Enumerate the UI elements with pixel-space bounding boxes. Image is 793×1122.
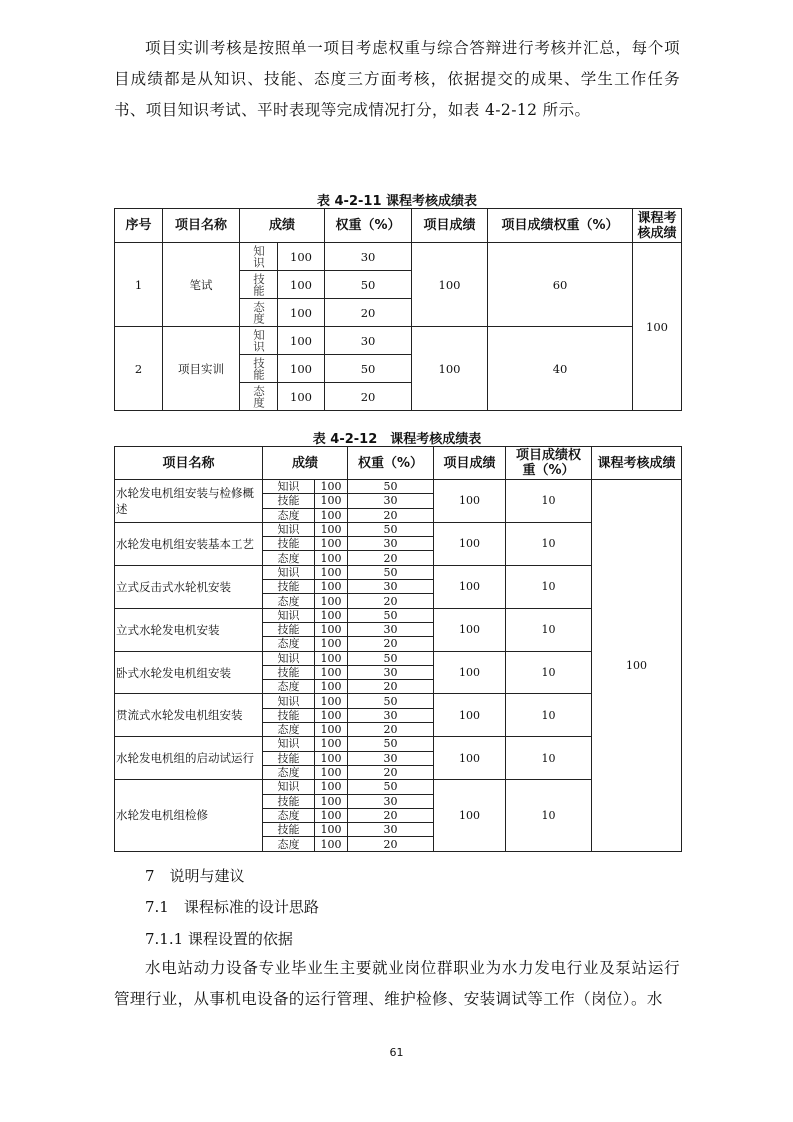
item-label: 技能: [263, 494, 315, 508]
header-course-score: 课程考核成绩: [592, 447, 682, 480]
header-weight: 权重（%）: [325, 209, 412, 243]
table-row: [115, 327, 682, 355]
item-weight: 20: [348, 637, 434, 651]
item-weight: 30: [348, 823, 434, 837]
project-weight: 10: [506, 780, 592, 851]
item-label: 技能: [263, 751, 315, 765]
project-name: 卧式水轮发电机组安装: [115, 651, 263, 694]
item-score: 100: [315, 708, 348, 722]
item-label: 态度: [263, 508, 315, 522]
item-label: 知识: [263, 694, 315, 708]
item-label: 态度: [263, 637, 315, 651]
project-score: 100: [412, 327, 488, 411]
header-course-score: 课程考核成绩: [633, 209, 682, 243]
item-label: 态度: [263, 723, 315, 737]
table-row: [115, 480, 682, 494]
item-weight: 20: [325, 383, 412, 411]
item-score: 100: [315, 537, 348, 551]
course-score: 100: [633, 243, 682, 411]
project-score: 100: [434, 522, 506, 565]
project-name: 立式水轮发电机安装: [115, 608, 263, 651]
section-heading-7-1-1: 7.1.1 课程设置的依据: [145, 930, 293, 948]
item-score: 100: [315, 594, 348, 608]
item-score: 100: [278, 271, 325, 299]
item-score: 100: [315, 680, 348, 694]
header-name: 项目名称: [115, 447, 263, 480]
item-score: 100: [315, 508, 348, 522]
project-weight: 40: [488, 327, 633, 411]
item-score: 100: [315, 651, 348, 665]
item-score: 100: [315, 622, 348, 636]
item-label: 知识: [263, 651, 315, 665]
project-weight: 60: [488, 243, 633, 327]
project-weight: 10: [506, 565, 592, 608]
item-weight: 50: [348, 565, 434, 579]
item-label: 知识: [263, 565, 315, 579]
item-score: 100: [315, 808, 348, 822]
item-weight: 50: [348, 737, 434, 751]
item-label: 态度: [263, 765, 315, 779]
item-label: 知识: [240, 327, 278, 355]
item-label: 态度: [263, 808, 315, 822]
item-label: 知识: [263, 522, 315, 536]
item-label: 知识: [263, 608, 315, 622]
item-weight: 30: [348, 665, 434, 679]
page-number: 61: [389, 1046, 404, 1059]
item-weight: 20: [348, 551, 434, 565]
project-name: 项目实训: [163, 327, 240, 411]
item-label: 知识: [263, 480, 315, 494]
header-project-score: 项目成绩: [412, 209, 488, 243]
row-index: 1: [115, 243, 163, 327]
item-weight: 50: [348, 522, 434, 536]
header-project-weight: 项目成绩权重（%）: [506, 447, 592, 480]
item-weight: 30: [348, 708, 434, 722]
item-score: 100: [315, 780, 348, 794]
item-score: 100: [315, 665, 348, 679]
item-score: 100: [315, 522, 348, 536]
table2-header-row: [115, 447, 682, 480]
project-score: 100: [412, 243, 488, 327]
item-score: 100: [315, 723, 348, 737]
course-score: 100: [592, 480, 682, 852]
item-weight: 30: [325, 243, 412, 271]
item-score: 100: [278, 299, 325, 327]
table-row: [115, 243, 682, 271]
item-score: 100: [315, 565, 348, 579]
closing-paragraph: 水电站动力设备专业毕业生主要就业岗位群职业为水力发电行业及泵站运行管理行业，从事机电设备的运行管理、维护检修、安装调试等工作（岗位）。水: [114, 959, 680, 1008]
header-score: 成绩: [240, 209, 325, 243]
section-heading-7: 7 说明与建议: [145, 867, 245, 885]
item-weight: 20: [348, 508, 434, 522]
item-label: 态度: [240, 383, 278, 411]
course-assessment-table-2: [114, 446, 682, 852]
item-weight: 50: [348, 780, 434, 794]
item-label: 技能: [263, 823, 315, 837]
item-weight: 20: [348, 680, 434, 694]
header-project-score: 项目成绩: [434, 447, 506, 480]
item-score: 100: [315, 580, 348, 594]
item-label: 态度: [263, 680, 315, 694]
project-name: 水轮发电机组检修: [115, 780, 263, 851]
project-score: 100: [434, 608, 506, 651]
item-score: 100: [315, 608, 348, 622]
item-weight: 50: [348, 480, 434, 494]
project-score: 100: [434, 694, 506, 737]
section-heading-7-1: 7.1 课程标准的设计思路: [145, 898, 319, 916]
item-label: 技能: [263, 708, 315, 722]
row-index: 2: [115, 327, 163, 411]
table1-caption: 表 4-2-11 课程考核成绩表: [316, 194, 478, 209]
project-name: 水轮发电机组安装与检修概述: [115, 480, 263, 523]
item-weight: 30: [348, 494, 434, 508]
item-weight: 30: [348, 622, 434, 636]
project-name: 立式反击式水轮机安装: [115, 565, 263, 608]
item-score: 100: [315, 823, 348, 837]
item-label: 技能: [263, 665, 315, 679]
header-weight: 权重（%）: [348, 447, 434, 480]
header-name: 项目名称: [163, 209, 240, 243]
item-label: 态度: [263, 594, 315, 608]
item-weight: 30: [348, 580, 434, 594]
item-score: 100: [278, 383, 325, 411]
project-name: 笔试: [163, 243, 240, 327]
item-score: 100: [315, 837, 348, 851]
item-score: 100: [315, 737, 348, 751]
intro-paragraph: 项目实训考核是按照单一项目考虑权重与综合答辩进行考核并汇总，每个项目成绩都是从知识、技能、态度三方面考核，依据提交的成果、学生工作任务书、项目知识考试、平时表现等完成情况打分，如表 4-2-12 所示。: [114, 39, 680, 119]
item-weight: 30: [348, 537, 434, 551]
header-project-weight: 项目成绩权重（%）: [488, 209, 633, 243]
project-weight: 10: [506, 480, 592, 523]
item-score: 100: [315, 694, 348, 708]
item-weight: 50: [348, 651, 434, 665]
item-label: 态度: [263, 551, 315, 565]
item-score: 100: [315, 765, 348, 779]
project-name: 水轮发电机组安装基本工艺: [115, 522, 263, 565]
project-name: 贯流式水轮发电机组安装: [115, 694, 263, 737]
project-weight: 10: [506, 522, 592, 565]
item-label: 态度: [263, 837, 315, 851]
item-label: 态度: [240, 299, 278, 327]
item-score: 100: [315, 751, 348, 765]
course-assessment-table-1: [114, 208, 682, 411]
item-weight: 20: [348, 765, 434, 779]
project-score: 100: [434, 565, 506, 608]
table1-header-row: [115, 209, 682, 243]
item-weight: 30: [348, 751, 434, 765]
item-label: 知识: [240, 243, 278, 271]
item-weight: 30: [325, 327, 412, 355]
item-label: 技能: [263, 622, 315, 636]
item-label: 技能: [263, 537, 315, 551]
project-score: 100: [434, 651, 506, 694]
item-score: 100: [278, 243, 325, 271]
item-weight: 20: [348, 723, 434, 737]
item-weight: 20: [325, 299, 412, 327]
item-weight: 50: [348, 694, 434, 708]
item-score: 100: [315, 794, 348, 808]
item-score: 100: [315, 637, 348, 651]
project-weight: 10: [506, 694, 592, 737]
table2-caption: 表 4-2-12 课程考核成绩表: [312, 432, 482, 447]
header-score: 成绩: [263, 447, 348, 480]
item-score: 100: [315, 480, 348, 494]
item-weight: 20: [348, 594, 434, 608]
item-score: 100: [315, 494, 348, 508]
item-label: 技能: [240, 271, 278, 299]
item-label: 知识: [263, 780, 315, 794]
item-score: 100: [278, 355, 325, 383]
item-label: 技能: [263, 580, 315, 594]
item-weight: 20: [348, 837, 434, 851]
project-name: 水轮发电机组的启动试运行: [115, 737, 263, 780]
project-score: 100: [434, 780, 506, 851]
item-weight: 50: [325, 355, 412, 383]
item-label: 技能: [263, 794, 315, 808]
item-weight: 30: [348, 794, 434, 808]
item-weight: 50: [348, 608, 434, 622]
header-index: 序号: [115, 209, 163, 243]
item-weight: 20: [348, 808, 434, 822]
item-weight: 50: [325, 271, 412, 299]
item-label: 知识: [263, 737, 315, 751]
project-weight: 10: [506, 651, 592, 694]
project-weight: 10: [506, 737, 592, 780]
item-label: 技能: [240, 355, 278, 383]
item-score: 100: [315, 551, 348, 565]
item-score: 100: [278, 327, 325, 355]
project-score: 100: [434, 480, 506, 523]
project-score: 100: [434, 737, 506, 780]
project-weight: 10: [506, 608, 592, 651]
